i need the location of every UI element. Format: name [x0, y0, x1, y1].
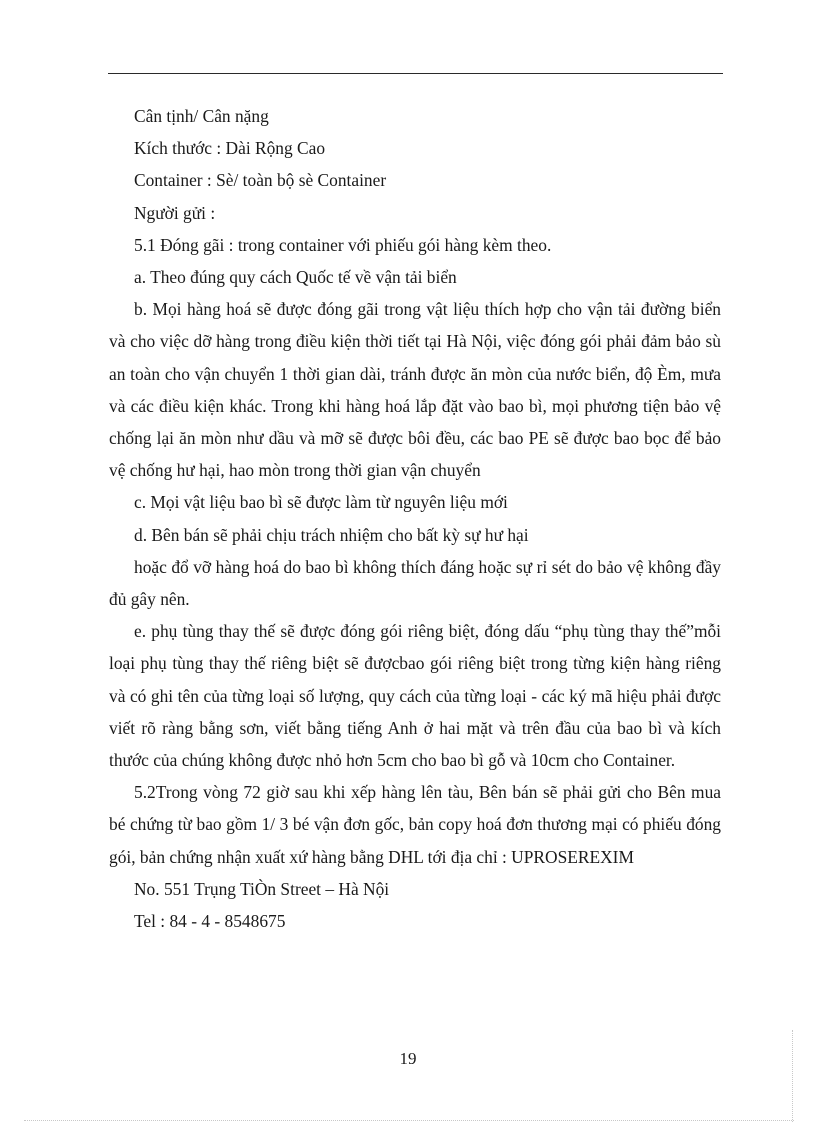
item-b: b. Mọi hàng hoá sẽ được đóng gãi trong vật liệu thích hợp cho vận tải đường biển và cho việc dỡ hàng trong điều kiện thời tiết tại Hà Nội, việc đóng gói phải đảm bảo sù an toàn cho vận chuyển 1 thời gian dài, tránh được ăn mòn của nước biển, độ Èm, mưa và các điều kiện khác. Trong khi hàng hoá lắp đặt vào bao bì, mọi phương tiện bảo vệ chống lại ăn mòn như dầu và mỡ sẽ được bôi đều, các bao PE sẽ được bao bọc để bảo vệ chống hư hại, hao mòn trong thời gian vận chuyển: [109, 299, 721, 481]
header-rule: [108, 73, 723, 74]
document-body: [109, 100, 721, 937]
paragraph-net-weight: Cân tịnh/ Cân nặng: [134, 106, 269, 126]
address-line: No. 551 Trụng TiÒn Street – Hà Nội: [134, 878, 390, 899]
item-c: c. Mọi vật liệu bao bì sẽ được làm từ nguyên liệu mới: [134, 492, 508, 513]
paragraph-container: Container : Sè/ toàn bộ sè Container: [134, 170, 387, 191]
section-5-1-heading: 5.1 Đóng gãi : trong container với phiếu gói hàng kèm theo.: [134, 234, 552, 255]
section-5-2: 5.2Trong vòng 72 giờ sau khi xếp hàng lên tàu, Bên bán sẽ phải gửi cho Bên mua bé chứng từ bao gồm 1/ 3 bé vận đơn gốc, bản copy hoá đơn thương mại có phiếu đóng gói, bản chứng nhận xuất xứ hàng bằng DHL tới địa chỉ : UPROSEREXIM: [109, 782, 721, 867]
page-number: 19: [399, 1049, 417, 1068]
right-dotted-border: [792, 1030, 793, 1122]
telephone-line: Tel : 84 - 4 - 8548675: [134, 911, 286, 932]
item-d: d. Bên bán sẽ phải chịu trách nhiệm cho bất kỳ sự hư hại: [134, 524, 529, 545]
paragraph-sender: Người gửi :: [134, 202, 216, 223]
item-a: a. Theo đúng quy cách Quốc tế về vận tải biển: [134, 267, 457, 288]
item-d-continued: hoặc đổ vỡ hàng hoá do bao bì không thích đáng hoặc sự rỉ sét do bảo vệ không đầy đủ gây nên.: [109, 556, 721, 610]
item-e: e. phụ tùng thay thế sẽ được đóng gói riêng biệt, đóng dấu “phụ tùng thay thế”mỗi loại phụ tùng thay thế riêng biệt sẽ đượcbao gói riêng biệt trong từng kiện hàng riêng và có ghi tên của từng loại số lượng, quy cách của từng loại - các ký mã hiệu phải được viết rõ ràng bằng sơn, viết bằng tiếng Anh ở hai mặt và trên đầu của bao bì và kích thước của chúng không được nhỏ hơn 5cm cho bao bì gỗ và 10cm cho Container.: [109, 621, 721, 771]
paragraph-dimensions: Kích thước : Dài Rộng Cao: [134, 138, 326, 159]
footer-dotted-border: [24, 1120, 794, 1121]
